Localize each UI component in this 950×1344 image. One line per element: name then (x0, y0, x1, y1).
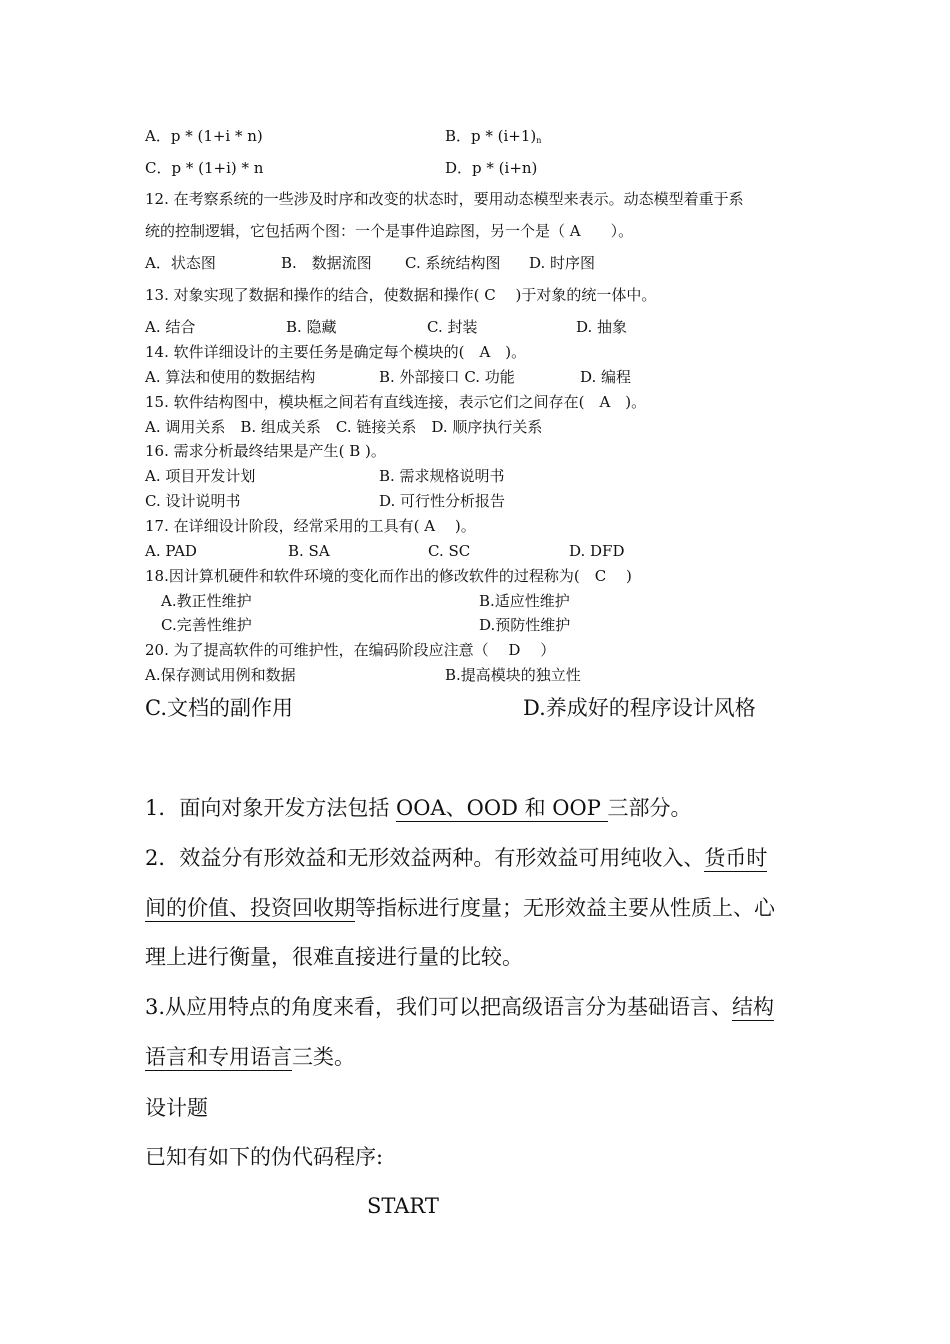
fill-1-suffix: 三部分。 (607, 796, 692, 820)
q18-option-d: D.预防性维护 (479, 616, 571, 634)
q17-option-a: A. PAD (145, 542, 197, 560)
q16-option-a: A. 项目开发计划 (145, 467, 256, 485)
fill-1 (145, 794, 692, 822)
q20-stem: 20. 为了提高软件的可维护性，在编码阶段应注意（ D ） (145, 641, 556, 659)
q13-option-d: D. 抽象 (576, 318, 628, 336)
q14-stem: 14. 软件详细设计的主要任务是确定每个模块的( A )。 (145, 343, 527, 361)
pseudocode-start: START (367, 1194, 439, 1218)
q11-option-c: C．p * (1+i) * n (145, 159, 264, 177)
q15-options: A. 调用关系 B. 组成关系 C. 链接关系 D. 顺序执行关系 (145, 418, 543, 436)
q12-stem-line2: 统的控制逻辑，它包括两个图：一个是事件追踪图，另一个是（ A ）。 (145, 222, 634, 240)
q11-option-d: D．p * (i+n) (445, 159, 538, 177)
q16-stem: 16. 需求分析最终结果是产生( B )。 (145, 442, 386, 460)
q17-option-c: C. SC (428, 542, 471, 560)
fill-3-answer-part1: 结构 (732, 995, 775, 1019)
fill-2-line3: 理上进行衡量，很难直接进行量的比较。 (145, 945, 523, 969)
fill-3-answer-part2: 语言和专用语言 (145, 1045, 292, 1069)
q20-option-a: A.保存测试用例和数据 (145, 666, 296, 684)
q12-option-d: D. 时序图 (529, 254, 596, 272)
q17-option-d: D. DFD (569, 542, 625, 560)
q12-option-c: C. 系统结构图 (405, 254, 501, 272)
fill-1-answer: OOA、OOD 和 OOP (396, 796, 608, 820)
q13-option-c: C. 封装 (427, 318, 478, 336)
q11-option-b-subscript: n (536, 136, 542, 145)
design-heading: 设计题 (145, 1096, 208, 1120)
q16-option-d: D. 可行性分析报告 (379, 492, 506, 510)
q17-option-b: B. SA (288, 542, 330, 560)
q20-option-c: C.文档的副作用 (145, 696, 293, 720)
fill-3-line2 (145, 1043, 355, 1071)
fill-1-prefix: 1．面向对象开发方法包括 (145, 796, 397, 820)
q13-stem: 13. 对象实现了数据和操作的结合，使数据和操作( C )于对象的统一体中。 (145, 286, 657, 304)
q18-option-b: B.适应性维护 (479, 592, 570, 610)
fill-2-line2 (145, 894, 775, 922)
q18-option-c: C.完善性维护 (161, 616, 252, 634)
fill-2-suffix: 等指标进行度量；无形效益主要从性质上、心 (355, 896, 775, 920)
q11-option-b-text: B．p * (i+1) (445, 127, 537, 145)
design-intro: 已知有如下的伪代码程序: (145, 1145, 384, 1169)
fill-2-line1 (145, 844, 767, 872)
q11-option-a: A．p * (1+i * n) (145, 127, 263, 145)
q13-option-a: A. 结合 (145, 318, 196, 336)
q13-option-b: B. 隐藏 (286, 318, 337, 336)
fill-2-answer-part2: 间的价值、投资回收期 (145, 896, 355, 920)
q11-option-b (445, 126, 541, 151)
fill-3-suffix: 三类。 (292, 1045, 355, 1069)
q15-stem: 15. 软件结构图中，模块框之间若有直线连接，表示它们之间存在( A )。 (145, 393, 647, 411)
fill-3-prefix: 3.从应用特点的角度来看，我们可以把高级语言分为基础语言、 (145, 995, 733, 1019)
q14-option-b-c: B. 外部接口 C. 功能 (379, 368, 515, 386)
q18-option-a: A.教正性维护 (161, 592, 252, 610)
q14-option-a: A. 算法和使用的数据结构 (145, 368, 316, 386)
q16-option-b: B. 需求规格说明书 (379, 467, 505, 485)
q20-option-d: D.养成好的程序设计风格 (523, 696, 756, 720)
fill-2-answer-part1: 货币时 (704, 846, 768, 870)
q12-option-b: B. 数据流图 (281, 254, 372, 272)
fill-3-line1 (145, 993, 774, 1021)
fill-2-prefix: 2．效益分有形效益和无形效益两种。有形效益可用纯收入、 (145, 846, 705, 870)
q17-stem: 17. 在详细设计阶段，经常采用的工具有( A )。 (145, 517, 476, 535)
q14-option-d: D. 编程 (580, 368, 632, 386)
q12-stem-line1: 12. 在考察系统的一些涉及时序和改变的状态时，要用动态模型来表示。动态模型着重于系 (145, 190, 744, 208)
q16-option-c: C. 设计说明书 (145, 492, 241, 510)
q12-option-a: A．状态图 (145, 254, 216, 272)
q20-option-b: B.提高模块的独立性 (445, 666, 581, 684)
q18-stem: 18.因计算机硬件和软件环境的变化而作出的修改软件的过程称为( C ) (145, 567, 632, 585)
